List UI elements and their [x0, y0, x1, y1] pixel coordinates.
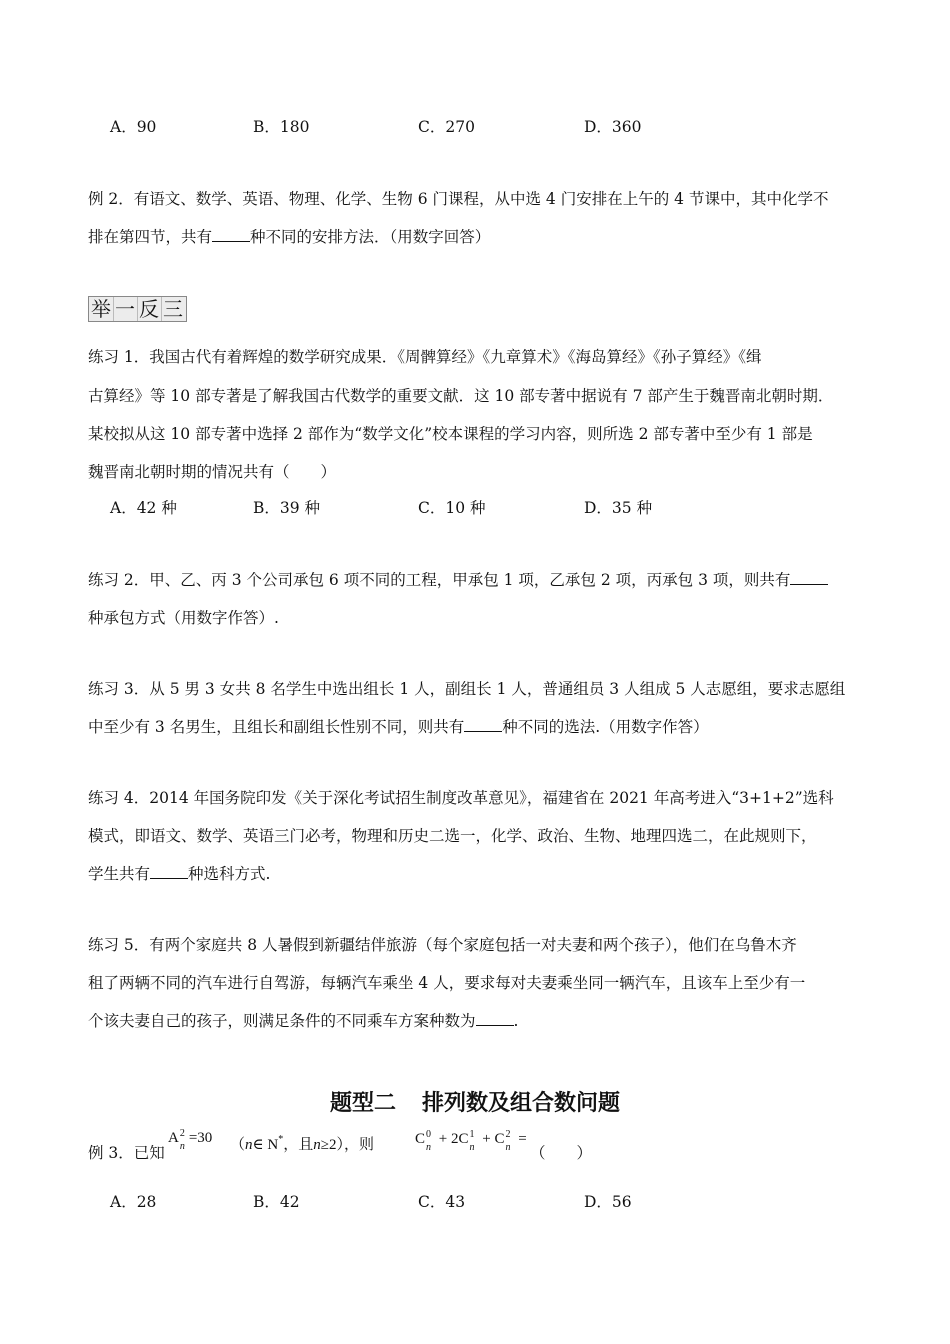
practice5-line2: 租了两辆不同的汽车进行自驾游，每辆汽车乘坐 4 人，要求每对夫妻乘坐同一辆汽车，且该车上至少有一 — [88, 974, 806, 992]
expr-sup: 1 — [469, 1129, 475, 1140]
practice1-line3: 某校拟从这 10 部专著中选择 2 部作为“数学文化”校本课程的学习内容，则所选 2 部专著中至少有 1 部是 — [88, 425, 813, 443]
cond-mid: ，且 — [283, 1137, 314, 1153]
example3-condition — [230, 1136, 374, 1156]
badge-char: 一 — [115, 297, 136, 321]
practice1-line2: 古算经》等 10 部专著是了解我国古代数学的重要文献．这 10 部专著中据说有 7 部产生于魏晋南北朝时期． — [88, 387, 834, 405]
section-heading-part1: 题型二 — [329, 1091, 396, 1116]
example3-given — [168, 1128, 213, 1152]
expr-plus: + 2C — [435, 1131, 469, 1147]
answer-blank — [790, 570, 828, 585]
math-a: A — [168, 1130, 179, 1146]
math-sub: n — [179, 1141, 185, 1152]
practice4-text: 学生共有 — [88, 865, 151, 883]
answer-blank — [150, 864, 188, 879]
expr-plus: + C — [478, 1131, 505, 1147]
practice3-text-post: 种不同的选法.（用数字作答） — [502, 718, 709, 736]
practice1-line4: 魏晋南北朝时期的情况共有（ ） — [88, 463, 337, 481]
section-heading-part2: 排列数及组合数问题 — [422, 1091, 621, 1116]
badge-char: 反 — [139, 297, 160, 321]
practice1-option-b: B．39 种 — [253, 499, 321, 517]
expr-sup: 0 — [426, 1129, 432, 1140]
example3-option-b: B．42 — [253, 1193, 300, 1211]
practice1-option-a: A．42 种 — [110, 499, 177, 517]
expr-eq: = — [514, 1131, 527, 1147]
practice4-line1: 练习 4．2014 年国务院印发《关于深化考试招生制度改革意见》，福建省在 2021 年高考进入“3+1+2”选科 — [88, 789, 834, 807]
option-c: C．270 — [418, 118, 475, 136]
practice3-line1: 练习 3．从 5 男 3 女共 8 名学生中选出组长 1 人，副组长 1 人，普通组员 3 人组成 5 人志愿组，要求志愿组 — [88, 680, 846, 698]
example2-line2 — [88, 227, 490, 247]
example3-option-a: A．28 — [110, 1193, 157, 1211]
option-b: B．180 — [253, 118, 310, 136]
practice2-line2: 种承包方式（用数字作答）. — [88, 609, 279, 627]
answer-blank — [476, 1011, 514, 1026]
practice2-line1 — [88, 570, 828, 590]
cond-close: ），则 — [336, 1137, 374, 1153]
cond-ge: ≥2 — [320, 1137, 337, 1153]
cond-open: （ — [230, 1137, 246, 1153]
expr-sub: n — [469, 1142, 475, 1153]
expr-sub: n — [426, 1142, 432, 1153]
expr-sub: n — [505, 1142, 511, 1153]
practice5-line1: 练习 5．有两个家庭共 8 人暑假到新疆结伴旅游（每个家庭包括一对夫妻和两个孩子），他们在乌鲁木齐 — [88, 936, 797, 954]
answer-blank — [212, 227, 250, 242]
example2-text: 排在第四节，共有 — [88, 228, 213, 246]
cond-n2: n — [313, 1137, 321, 1153]
badge-char: 三 — [163, 297, 184, 321]
practice1-option-c: C．10 种 — [418, 499, 486, 517]
cond-star: * — [278, 1134, 284, 1145]
example2-text-post: 种不同的安排方法．（用数字回答） — [250, 228, 491, 246]
expr-c: C — [415, 1131, 426, 1147]
math-rhs: =30 — [188, 1130, 213, 1146]
cond-n: n — [245, 1137, 253, 1153]
practice3-line2 — [88, 717, 709, 737]
practice2-text: 练习 2．甲、乙、丙 3 个公司承包 6 项不同的工程，甲承包 1 项，乙承包 2 项，丙承包 3 项，则共有 — [88, 571, 791, 589]
option-a: A．90 — [110, 118, 157, 136]
practice3-text: 中至少有 3 名男生，且组长和副组长性别不同，则共有 — [88, 718, 465, 736]
practice4-line2: 模式，即语文、数学、英语三门必考，物理和历史二选一，化学、政治、生物、地理四选二，在此规则下， — [88, 827, 817, 845]
example3-expression — [415, 1129, 527, 1153]
practice4-text-post: 种选科方式. — [188, 865, 271, 883]
example3-answer-paren: （ ） — [530, 1144, 593, 1162]
example3-option-d: D．56 — [584, 1193, 632, 1211]
practice5-line3 — [88, 1011, 518, 1031]
math-sup: 2 — [179, 1128, 185, 1139]
section-heading — [0, 1090, 950, 1118]
expr-sup: 2 — [505, 1129, 511, 1140]
section-badge — [88, 296, 187, 322]
practice1-option-d: D．35 种 — [584, 499, 653, 517]
badge-char: 举 — [91, 297, 112, 321]
example2-line1: 例 2．有语文、数学、英语、物理、化学、生物 6 门课程，从中选 4 门安排在上午的 4 节课中，其中化学不 — [88, 190, 829, 208]
practice1-line1: 练习 1．我国古代有着辉煌的数学研究成果．《周髀算经》《九章算术》《海岛算经》《孙子算经》《缉 — [88, 348, 762, 366]
option-d: D．360 — [584, 118, 642, 136]
practice5-text-post: . — [513, 1012, 519, 1030]
answer-blank — [464, 717, 502, 732]
practice5-text: 个该夫妻自己的孩子，则满足条件的不同乘车方案种数为 — [88, 1012, 476, 1030]
example3-option-c: C．43 — [418, 1193, 466, 1211]
cond-in: ∈ N — [252, 1137, 279, 1153]
practice4-line3 — [88, 864, 270, 884]
example3-label: 例 3．已知 — [88, 1144, 165, 1162]
